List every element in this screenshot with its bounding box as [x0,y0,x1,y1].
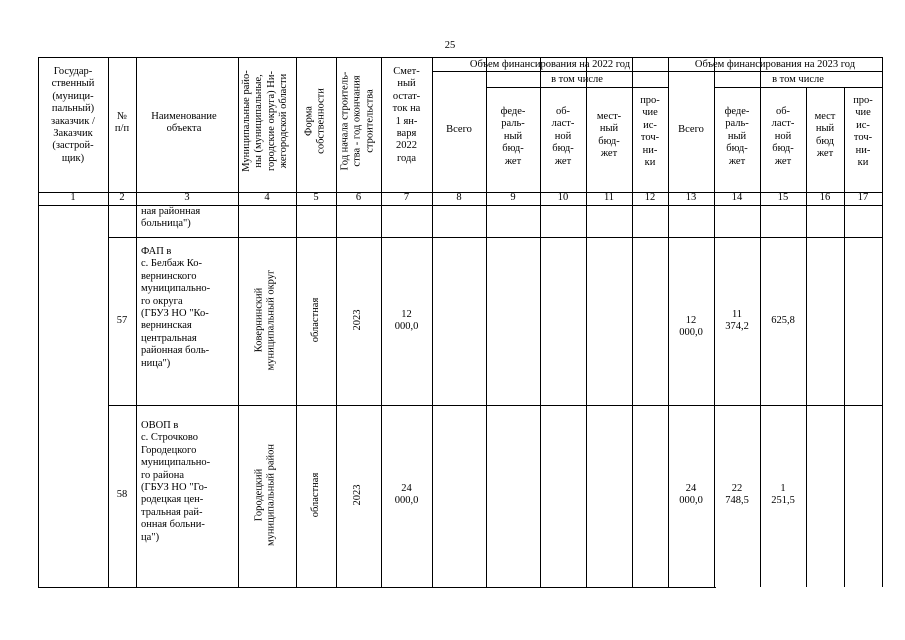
column-number: 6 [355,192,362,203]
header-districts: Муниципальные райо- ны (муниципальные, городские округа) Ни- жегородской области [241,70,290,172]
column-number: 15 [777,192,789,203]
row-57-total-2023: 12 000,0 [679,315,703,339]
grid-line [882,57,883,587]
row-57-year: 2023 [351,309,363,331]
row-57-number: 57 [116,315,128,326]
row-57-federal-2023: 11 374,2 [725,309,749,333]
header-object-name: Наименование объекта [151,111,217,135]
header-total-2022: Всего [446,124,472,135]
header-total-2023: Всего [678,124,704,135]
header-financing-2023: Объем финансирования на 2023 год [694,59,856,70]
column-number: 9 [510,192,516,203]
column-number: 5 [313,192,319,203]
column-number: 1 [70,192,76,203]
grid-line [486,87,668,88]
grid-line [806,87,807,587]
column-number: 7 [403,192,410,203]
row-58-remainder: 24 000,0 [394,483,419,507]
header-financing-2022: Объем финансирования на 2022 год [469,59,631,70]
column-number: 4 [264,192,270,203]
header-including-2022: в том числе [551,74,603,85]
grid-line [108,405,882,406]
header-federal-2023: феде- раль- ный бюд- жет [724,106,750,167]
header-regional-2022: об- ласт- ной бюд- жет [551,106,575,167]
grid-line [38,57,882,58]
column-number: 16 [819,192,831,203]
header-other-2022: про- чие ис- точ- ни- ки [640,95,660,169]
column-number: 11 [603,192,615,203]
header-federal-2022: феде- раль- ный бюд- жет [500,106,526,167]
column-number: 13 [685,192,697,203]
grid-line [38,587,716,588]
row-57-ownership: областная [309,297,321,343]
row-57-district: Ковернинский муниципальный округ [253,269,277,371]
row-57-object-name: ФАП в с. Белбаж Ко- вернинского муниципально- го округа (ГБУЗ НО "Ко- вернинская центральная районная боль- ница") [141,246,211,369]
grid-line [296,57,297,587]
header-estimated-remainder: Смет- ный остат- ток на 1 ян- варя 2022 года [392,66,421,164]
row-58-regional-2023: 1 251,5 [771,483,795,507]
row-58-federal-2023: 22 748,5 [725,483,749,507]
grid-line [714,87,882,88]
row-58-total-2023: 24 000,0 [679,483,703,507]
column-number: 12 [644,192,656,203]
column-number: 8 [456,192,462,203]
grid-line [136,57,137,587]
header-customer: Государ- ственный (муници- пальный) заказчик / Заказчик (застрой- щик) [51,66,95,164]
header-regional-2023: об- ласт- ной бюд- жет [771,106,795,167]
grid-line [238,57,239,587]
header-number: № п/п [114,111,130,135]
row-58-district: Городецкий муниципальный район [253,443,277,547]
row-58-year: 2023 [351,484,363,506]
column-number: 10 [557,192,569,203]
row-57-regional-2023: 625,8 [771,315,795,326]
row-58-number: 58 [116,489,128,500]
header-local-2023: мест ный бюд жет [814,111,836,160]
header-local-2022: мест- ный бюд- жет [596,111,622,160]
header-including-2023: в том числе [772,74,824,85]
page-number: 25 [444,40,456,51]
grid-line [108,237,882,238]
header-other-2023: про- чие ис- точ- ни- ки [853,95,873,169]
column-number: 17 [857,192,869,203]
header-construction-years: Год начала строитель- ства - год окончания строительства [339,71,376,171]
row-58-object-name: ОВОП в с. Строчково Городецкого муниципально- го района (ГБУЗ НО "Го- родецкая цен- тральная рай- онная больни- ца") [141,420,211,543]
column-number: 14 [731,192,743,203]
row-58-ownership: областная [309,472,321,518]
continuation-text: ная районная больница") [141,206,201,230]
grid-line [336,57,337,587]
column-number: 2 [119,192,125,203]
header-ownership: Форма собственности [303,88,327,154]
grid-line [432,57,433,587]
row-57-remainder: 12 000,0 [394,309,419,333]
column-number: 3 [184,192,190,203]
